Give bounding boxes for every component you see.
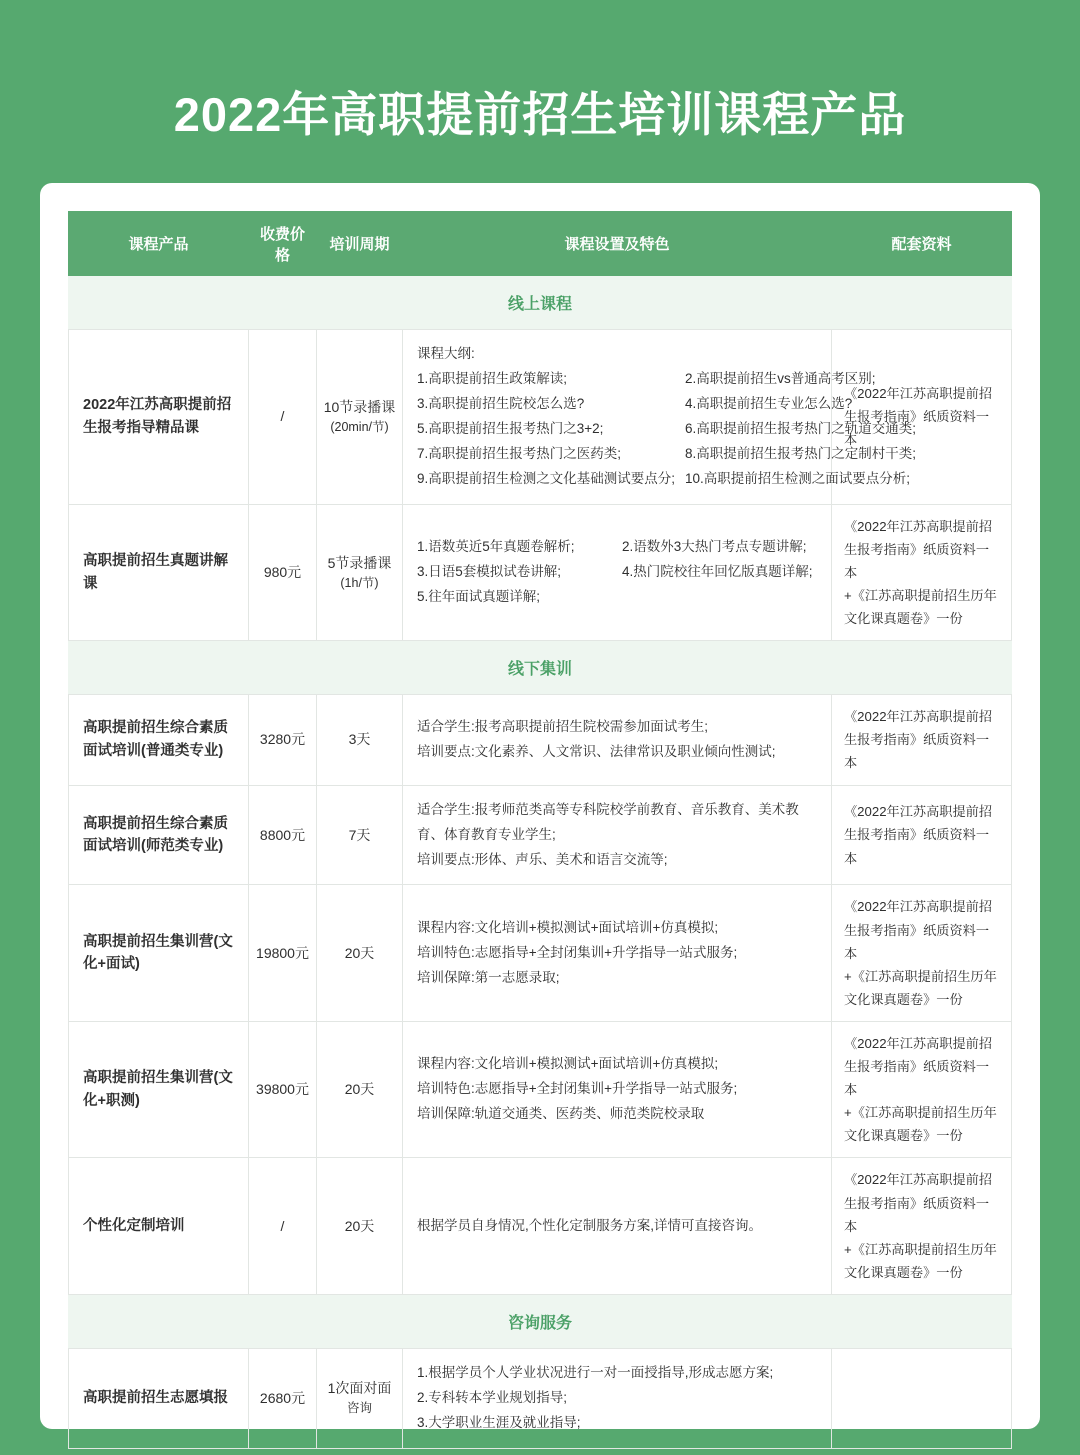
material-line: +《江苏高职提前招生历年文化课真题卷》一份 <box>844 588 997 627</box>
cell-cycle <box>317 330 403 505</box>
cell-price: 19800元 <box>249 885 317 1021</box>
section-header-consulting <box>69 1294 1012 1348</box>
feature-item: 2.专科转本学业规划指导; <box>417 1389 568 1405</box>
material-line: 《2022年江苏高职提前招生报考指南》纸质资料一本 <box>844 518 993 580</box>
feature-item: 2.高职提前招生vs普通高考区别; <box>685 370 876 386</box>
cycle-sub: 咨询 <box>346 1401 372 1416</box>
cell-material <box>832 1158 1012 1294</box>
feature-item: 3.大学职业生涯及就业指导; <box>417 1414 581 1430</box>
header-row <box>69 212 1012 276</box>
cell-feature <box>403 885 832 1021</box>
feature-item: 4.热门院校往年回忆版真题详解; <box>622 564 813 580</box>
cell-material <box>832 695 1012 785</box>
feature-item: 课程内容:文化培训+模拟测试+面试培训+仿真模拟; <box>417 1056 719 1072</box>
cell-cycle: 20天 <box>317 1158 403 1294</box>
cell-product: 2022年江苏高职提前招生报考指导精品课 <box>69 330 249 505</box>
table-row <box>69 695 1012 785</box>
cell-material <box>832 1021 1012 1157</box>
feature-item: 课程内容:文化培训+模拟测试+面试培训+仿真模拟; <box>417 919 719 935</box>
table-row <box>69 885 1012 1021</box>
feature-item: 培训保障:轨道交通类、医药类、师范类院校录取 <box>417 1106 705 1122</box>
cell-product: 高职提前招生集训营(文化+职测) <box>69 1021 249 1157</box>
cell-feature <box>403 695 832 785</box>
material-line: 《2022年江苏高职提前招生报考指南》纸质资料一本 <box>844 709 993 771</box>
feature-item: 适合学生:报考师范类高等专科院校学前教育、音乐教育、美术教育、体育教育专业学生; <box>417 801 799 842</box>
material-line: 《2022年江苏高职提前招生报考指南》纸质资料一本 <box>844 804 993 866</box>
header-product: 课程产品 <box>69 212 249 276</box>
section-header-offline <box>69 641 1012 695</box>
cell-feature <box>403 785 832 885</box>
material-line: 《2022年江苏高职提前招生报考指南》纸质资料一本 <box>844 1035 993 1098</box>
cell-feature <box>403 330 917 505</box>
cell-feature <box>403 1021 832 1157</box>
cell-material <box>832 1348 1012 1448</box>
cell-feature <box>403 504 832 640</box>
table-body <box>69 276 1012 1449</box>
feature-item: 1.根据学员个人学业状况进行一对一面授指导,形成志愿方案; <box>417 1364 774 1380</box>
feature-item: 培训特色:志愿指导+全封闭集训+升学指导一站式服务; <box>417 1081 738 1097</box>
cell-price: 3280元 <box>249 695 317 785</box>
cell-price: 980元 <box>249 504 317 640</box>
table-row <box>69 1021 1012 1157</box>
feature-item: 根据学员自身情况,个性化定制服务方案,详情可直接咨询。 <box>417 1217 763 1233</box>
cell-product: 高职提前招生真题讲解课 <box>69 504 249 640</box>
cell-cycle: 20天 <box>317 1021 403 1157</box>
cell-feature <box>403 1348 832 1448</box>
cell-cycle <box>317 504 403 640</box>
feature-item: 4.高职提前招生专业怎么选? <box>685 395 853 411</box>
feature-item: 2.语数外3大热门考点专题讲解; <box>622 539 807 555</box>
feature-item: 培训保障:第一志愿录取; <box>417 969 560 985</box>
feature-item: 适合学生:报考高职提前招生院校需参加面试考生; <box>417 718 709 734</box>
header-feature: 课程设置及特色 <box>403 212 832 276</box>
feature-item: 7.高职提前招生报考热门之医药类; <box>417 445 622 461</box>
cell-price: 39800元 <box>249 1021 317 1157</box>
material-line: +《江苏高职提前招生历年文化课真题卷》一份 <box>844 1105 997 1144</box>
feature-item: 5.往年面试真题详解; <box>417 589 541 605</box>
cell-material <box>832 885 1012 1021</box>
feature-heading: 课程大纲: <box>417 346 475 361</box>
feature-item: 培训要点:形体、声乐、美术和语言交流等; <box>417 851 668 867</box>
table-row <box>69 330 1012 505</box>
feature-item: 培训要点:文化素养、人文常识、法律常识及职业倾向性测试; <box>417 743 776 759</box>
cell-product: 高职提前招生综合素质面试培训(普通类专业) <box>69 695 249 785</box>
cycle-main: 5节录播课 <box>327 554 392 571</box>
material-line: +《江苏高职提前招生历年文化课真题卷》一份 <box>844 1241 997 1280</box>
cell-price: / <box>249 330 317 505</box>
cell-cycle: 20天 <box>317 885 403 1021</box>
table-header <box>69 212 1012 276</box>
cell-cycle <box>317 1348 403 1448</box>
cell-feature <box>403 1158 832 1294</box>
header-cycle: 培训周期 <box>317 212 403 276</box>
cycle-sub: (20min/节) <box>330 420 389 435</box>
section-label: 咨询服务 <box>69 1294 1012 1348</box>
feature-item: 3.日语5套模拟试卷讲解; <box>417 564 562 580</box>
header-price: 收费价格 <box>249 212 317 276</box>
table-row <box>69 504 1012 640</box>
table-row <box>69 785 1012 885</box>
feature-item: 8.高职提前招生报考热门之定制村干类; <box>685 445 917 461</box>
material-line: +《江苏高职提前招生历年文化课真题卷》一份 <box>844 968 997 1007</box>
feature-item: 9.高职提前招生检测之文化基础测试要点分; <box>417 470 676 486</box>
feature-item: 培训特色:志愿指导+全封闭集训+升学指导一站式服务; <box>417 944 738 960</box>
section-label: 线下集训 <box>69 641 1012 695</box>
cell-cycle: 7天 <box>317 785 403 885</box>
feature-item: 10.高职提前招生检测之面试要点分析; <box>685 470 911 486</box>
material-line: 《2022年江苏高职提前招生报考指南》纸质资料一本 <box>844 899 993 961</box>
page-title: 2022年高职提前招生培训课程产品 <box>173 88 907 141</box>
table-row <box>69 1348 1012 1448</box>
cell-material <box>832 504 1012 640</box>
table-row <box>69 1158 1012 1294</box>
cycle-main: 10节录播课 <box>323 399 396 416</box>
feature-item: 1.语数英近5年真题卷解析; <box>417 539 575 555</box>
cell-material <box>832 785 1012 885</box>
cell-product: 高职提前招生志愿填报 <box>69 1348 249 1448</box>
cycle-sub: (1h/节) <box>340 575 379 590</box>
cell-price: 8800元 <box>249 785 317 885</box>
material-line: 《2022年江苏高职提前招生报考指南》纸质资料一本 <box>844 1172 993 1234</box>
cell-product: 高职提前招生综合素质面试培训(师范类专业) <box>69 785 249 885</box>
cell-product: 个性化定制培训 <box>69 1158 249 1294</box>
feature-item: 5.高职提前招生报考热门之3+2; <box>417 420 604 436</box>
feature-item: 6.高职提前招生报考热门之轨道交通类; <box>685 420 917 436</box>
cycle-main: 1次面对面 <box>327 1380 392 1397</box>
cell-price: 2680元 <box>249 1348 317 1448</box>
cell-product: 高职提前招生集训营(文化+面试) <box>69 885 249 1021</box>
section-label: 线上课程 <box>69 276 1012 330</box>
feature-item: 1.高职提前招生政策解读; <box>417 370 568 386</box>
material-line: 《2022年江苏高职提前招生报考指南》纸质资料一本 <box>844 386 993 448</box>
cell-cycle: 3天 <box>317 695 403 785</box>
cell-price: / <box>249 1158 317 1294</box>
course-products-table <box>68 211 1012 1449</box>
content-card <box>40 183 1040 1429</box>
header-material: 配套资料 <box>832 212 1012 276</box>
section-header-online <box>69 276 1012 330</box>
feature-item: 3.高职提前招生院校怎么选? <box>417 395 585 411</box>
